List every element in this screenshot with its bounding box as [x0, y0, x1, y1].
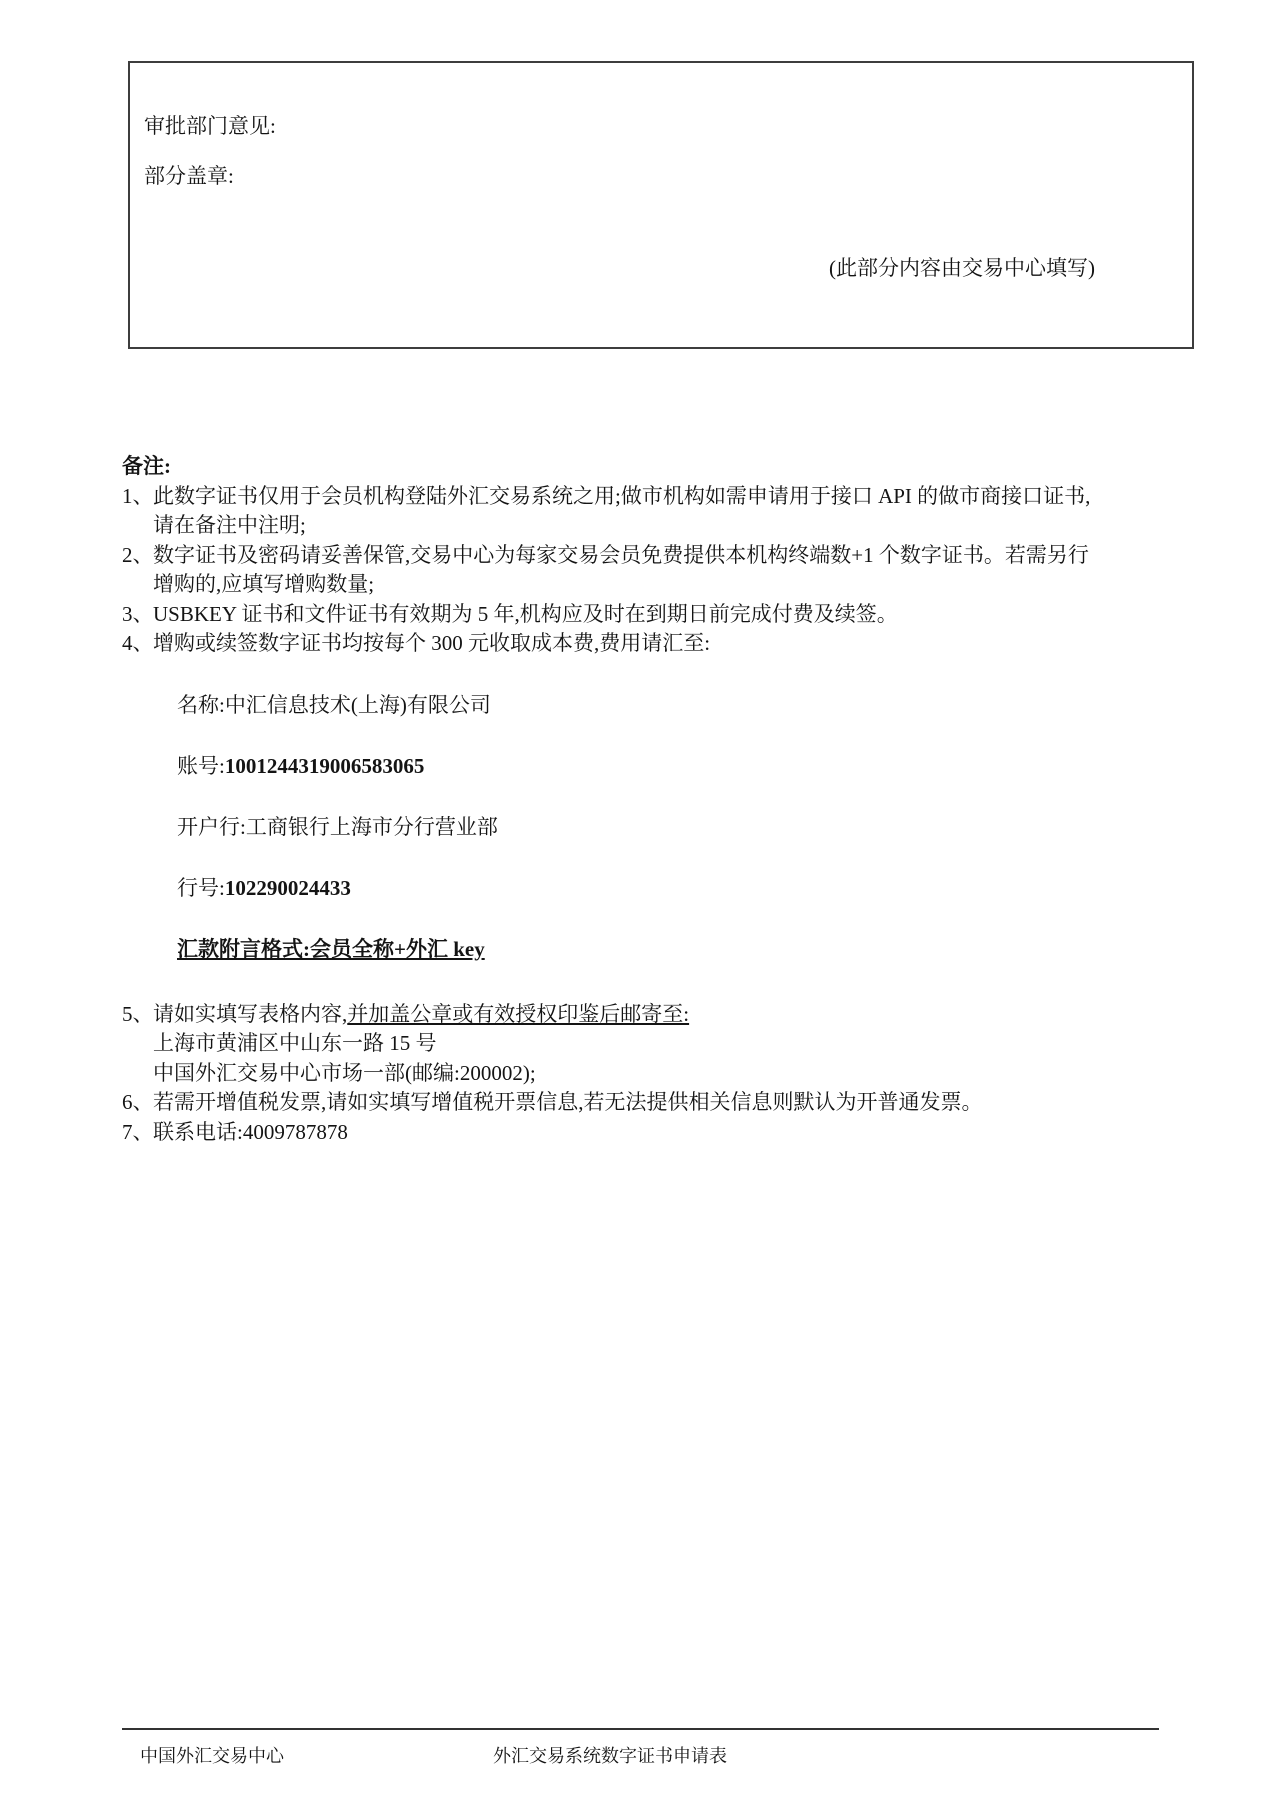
bank-name-label: 名称:	[177, 692, 225, 717]
mailing-address-line-2: 中国外汇交易中心市场一部(邮编:200002);	[153, 1060, 536, 1085]
notes-section	[122, 452, 1098, 1147]
note-item-number: 5、	[122, 1001, 154, 1026]
note-item-6	[122, 1088, 1098, 1118]
note-item-number: 1、	[122, 483, 154, 508]
bank-name-value: 中汇信息技术(上海)有限公司	[224, 692, 491, 717]
note-item-number: 3、	[122, 601, 154, 626]
bank-number-line	[177, 876, 1098, 901]
note-item-text: 此数字证书仅用于会员机构登陆外汇交易系统之用;做市机构如需申请用于接口 API 的做市商接口证书,请在备注中注明;	[153, 483, 1091, 537]
bank-details	[177, 693, 1098, 962]
note-item-number: 6、	[122, 1090, 154, 1114]
note-item-3	[122, 600, 1098, 630]
mailing-address-line-1: 上海市黄浦区中山东一路 15 号	[153, 1031, 437, 1055]
remit-memo-text: 汇款附言格式:会员全称+外汇 key	[177, 936, 485, 961]
note-item-text: 若需开增值税发票,请如实填写增值税开票信息,若无法提供相关信息则默认为开普通发票。	[153, 1090, 983, 1114]
note-item-5	[122, 1000, 1098, 1089]
notes-title: 备注:	[122, 454, 171, 478]
bank-branch-value: 工商银行上海市分行营业部	[245, 814, 498, 839]
fill-by-center-note: (此部分内容由交易中心填写)	[829, 256, 1095, 280]
note-item-number: 7、	[122, 1119, 154, 1144]
bank-branch-label: 开户行:	[177, 814, 246, 839]
bank-branch-line	[177, 815, 1098, 840]
note-item-4	[122, 629, 1098, 659]
note-item-text: 联系电话:4009787878	[153, 1119, 348, 1144]
note-item-text: 增购或续签数字证书均按每个 300 元收取成本费,费用请汇至:	[153, 631, 711, 655]
page-footer	[122, 1728, 1159, 1780]
note-item-text: 数字证书及密码请妥善保管,交易中心为每家交易会员免费提供本机构终端数+1 个数字证书。若需另行增购的,应填写增购数量;	[153, 542, 1089, 596]
note-5-underlined: 并加盖公章或有效授权印鉴后邮寄至:	[347, 1001, 690, 1026]
bank-number-label: 行号:	[177, 875, 225, 900]
footer-org-name: 中国外汇交易中心	[140, 1746, 284, 1766]
bank-account-value: 1001244319006583065	[224, 753, 425, 778]
bank-name-line	[177, 693, 1098, 718]
note-item-7	[122, 1118, 1098, 1148]
footer-document-title: 外汇交易系统数字证书申请表	[493, 1746, 727, 1766]
remit-memo-line	[177, 937, 1098, 962]
bank-account-label: 账号:	[177, 753, 225, 778]
note-item-2	[122, 541, 1098, 600]
seal-label: 部分盖章:	[144, 164, 234, 188]
note-item-1	[122, 482, 1098, 541]
note-item-number: 2、	[122, 542, 154, 567]
note-5-prefix: 请如实填写表格内容,	[153, 1001, 348, 1026]
bank-number-value: 102290024433	[224, 875, 351, 900]
note-item-number: 4、	[122, 631, 154, 655]
approval-opinion-label: 审批部门意见:	[144, 114, 276, 138]
bank-account-line	[177, 754, 1098, 779]
note-item-text: USBKEY 证书和文件证书有效期为 5 年,机构应及时在到期日前完成付费及续签。	[153, 601, 898, 626]
approval-box	[128, 61, 1194, 349]
note-item-text	[153, 1000, 1098, 1089]
